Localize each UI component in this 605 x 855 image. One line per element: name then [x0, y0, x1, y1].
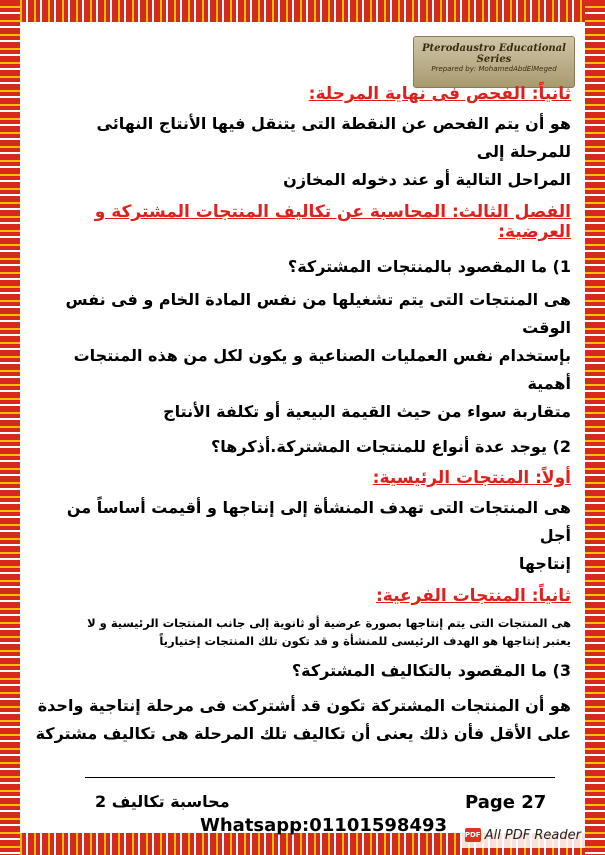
section-title-main-products: أولاً: المنتجات الرئيسية:: [372, 468, 571, 488]
section-title-by-products: ثانياً: المنتجات الفرعية:: [376, 586, 571, 606]
logo-subtitle: Prepared by: MohamedAbdElMeged: [431, 65, 557, 73]
question-1: 1) ما المقصود بالمنتجات المشتركة؟: [287, 257, 571, 276]
page-number: Page 27: [465, 792, 547, 813]
decorative-border-right: [585, 0, 605, 855]
series-logo: [413, 36, 575, 88]
paragraph-line: يعتبر إنتاجها هو الهدف الرئيسى للمنشأة و قد تكون تلك المنتجات إختيارياً: [159, 634, 571, 648]
paragraph-line: المراحل التالية أو عند دخوله المخازن: [283, 170, 571, 189]
paragraph-line: على الأقل فأن ذلك يعنى أن تكاليف تلك المرحلة هى تكاليف مشتركة: [35, 724, 571, 743]
paragraph-line: متقاربة سواء من حيث القيمة البيعية أو تكلفة الأنتاج: [163, 402, 571, 421]
paragraph-line: هو أن المنتجات المشتركة تكون قد أشتركت فى مرحلة إنتاجية واحدة: [37, 696, 571, 715]
paragraph-line: هى المنتجات التى يتم إنتاجها بصورة عرضية أو ثانوية إلى جانب المنتجات الرئيسية و لا: [87, 616, 571, 630]
paragraph-line: هى المنتجات التى تهدف المنشأة إلى إنتاجها و أقيمت أساساً من أجل: [66, 498, 571, 545]
pdf-reader-watermark: [461, 822, 585, 848]
decorative-border-left: [0, 0, 20, 855]
paragraph-line: إنتاجها: [518, 554, 571, 573]
course-name: محاسبة تكاليف 2: [95, 792, 230, 811]
decorative-border-top: [0, 0, 605, 22]
question-3: 3) ما المقصود بالتكاليف المشتركة؟: [291, 661, 571, 680]
page-content: [31, 82, 571, 748]
paragraph-line: هى المنتجات التى يتم تشغيلها من نفس المادة الخام و فى نفس الوقت: [65, 290, 571, 337]
section-title-final-inspection: ثانياً: الفحص فى نهاية المرحلة:: [308, 84, 571, 104]
paragraph-line: هو أن يتم الفحص عن النقطة التى يتنقل فيها الأنتاج النهائى للمرحلة إلى: [96, 114, 571, 161]
paragraph-line: بإستخدام نفس العمليات الصناعية و يكون لكل من هذه المنتجات أهمية: [73, 346, 571, 393]
pdf-icon: PDF: [465, 828, 481, 842]
footer-divider: [85, 777, 555, 778]
whatsapp-contact: Whatsapp:01101598493: [200, 815, 448, 836]
reader-label: All PDF Reader: [484, 827, 581, 843]
chapter-title: الفصل الثالث: المحاسبة عن تكاليف المنتجات المشتركة و العرضية:: [94, 202, 571, 242]
logo-title: Pterodaustro Educational Series: [422, 43, 566, 65]
question-2: 2) يوجد عدة أنواع للمنتجات المشتركة.أذكرها؟: [210, 437, 571, 456]
